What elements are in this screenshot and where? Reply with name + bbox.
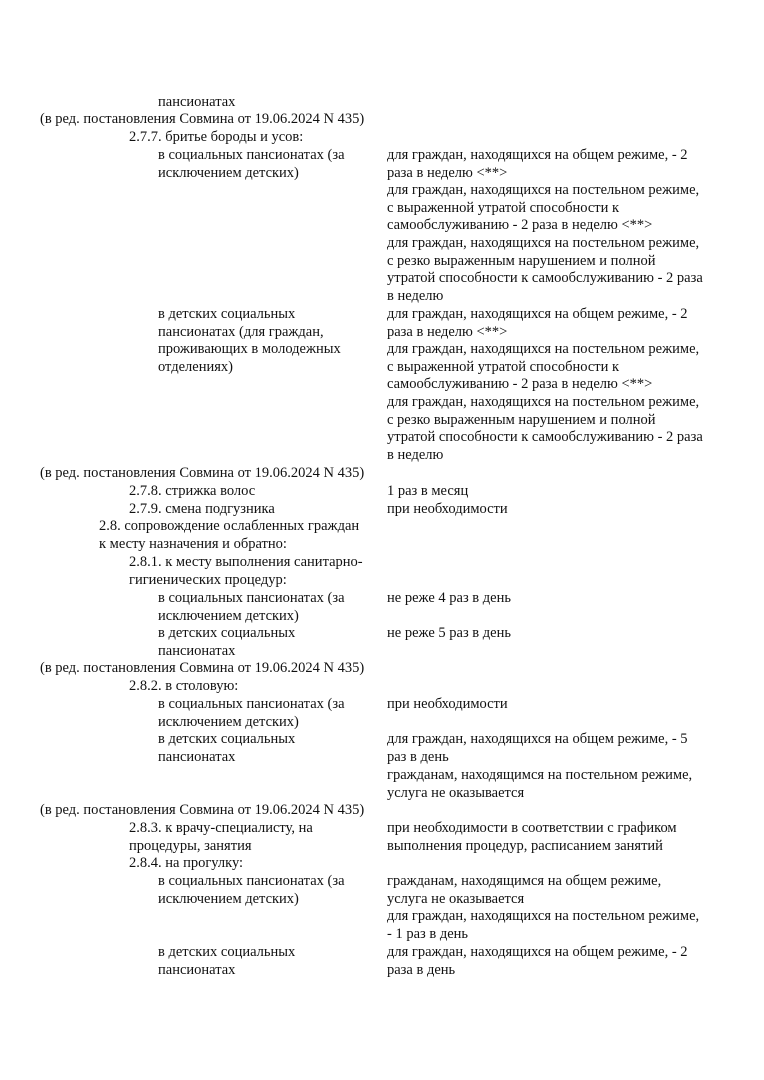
condition-text: для граждан, находящихся на постельном режиме, с резко выраженным нарушением и полной утратой способности к самообслуживанию - 2 раза в неделю xyxy=(387,235,703,304)
condition-text: гражданам, находящимся на постельном режиме, услуга не оказывается xyxy=(387,767,693,801)
frequency-text: не реже 4 раз в день xyxy=(387,590,511,606)
facility-children: в детских социальных пансионатах xyxy=(158,625,296,659)
facility-social: в социальных пансионатах (за исключением детских) xyxy=(158,147,345,181)
text-line: пансионатах xyxy=(158,94,236,110)
facility-social: в социальных пансионатах (за исключением детских) xyxy=(158,873,345,907)
frequency-text: 1 раз в месяц xyxy=(387,483,469,499)
item-2-8-3: 2.8.3. к врачу-специалисту, на процедуры, занятия xyxy=(129,820,313,854)
condition-text: для граждан, находящихся на общем режиме, - 2 раза в день xyxy=(387,944,688,978)
item-2-8-4: 2.8.4. на прогулку: xyxy=(129,855,244,871)
condition-text: для граждан, находящихся на общем режиме, - 2 раза в неделю <**> xyxy=(387,147,688,181)
frequency-text: при необходимости xyxy=(387,696,508,712)
facility-children: в детских социальных пансионатах (для граждан, проживающих в молодежных отделениях) xyxy=(158,306,341,375)
frequency-text: не реже 5 раз в день xyxy=(387,625,511,641)
facility-social: в социальных пансионатах (за исключением детских) xyxy=(158,696,345,730)
facility-children: в детских социальных пансионатах xyxy=(158,731,296,765)
condition-text: для граждан, находящихся на постельном режиме, - 1 раз в день xyxy=(387,908,700,942)
item-2-8-1: 2.8.1. к месту выполнения санитарно- гигиенических процедур: xyxy=(129,554,363,588)
condition-text: для граждан, находящихся на общем режиме, - 5 раз в день xyxy=(387,731,688,765)
facility-social: в социальных пансионатах (за исключением детских) xyxy=(158,590,345,624)
condition-text: для граждан, находящихся на постельном режиме, с выраженной утратой способности к самообслуживанию - 2 раза в неделю <**> xyxy=(387,341,700,393)
frequency-text: при необходимости xyxy=(387,501,508,517)
item-2-7-8: 2.7.8. стрижка волос xyxy=(129,483,256,499)
condition-text: гражданам, находящимся на общем режиме, услуга не оказывается xyxy=(387,873,662,907)
condition-text: для граждан, находящихся на постельном режиме, с выраженной утратой способности к самообслуживанию - 2 раза в неделю <**> xyxy=(387,182,700,234)
amendment-note: (в ред. постановления Совмина от 19.06.2024 N 435) xyxy=(40,802,365,818)
condition-text: для граждан, находящихся на постельном режиме, с резко выраженным нарушением и полной утратой способности к самообслуживанию - 2 раза в неделю xyxy=(387,394,703,463)
item-2-7-9: 2.7.9. смена подгузника xyxy=(129,501,275,517)
condition-text: для граждан, находящихся на общем режиме, - 2 раза в неделю <**> xyxy=(387,306,688,340)
amendment-note: (в ред. постановления Совмина от 19.06.2024 N 435) xyxy=(40,111,365,127)
item-2-8: 2.8. сопровождение ослабленных граждан к месту назначения и обратно: xyxy=(99,518,360,552)
amendment-note: (в ред. постановления Совмина от 19.06.2024 N 435) xyxy=(40,660,365,676)
facility-children: в детских социальных пансионатах xyxy=(158,944,296,978)
condition-text: при необходимости в соответствии с графиком выполнения процедур, расписанием занятий xyxy=(387,820,677,854)
amendment-note: (в ред. постановления Совмина от 19.06.2024 N 435) xyxy=(40,465,365,481)
item-2-8-2: 2.8.2. в столовую: xyxy=(129,678,239,694)
item-2-7-7: 2.7.7. бритье бороды и усов: xyxy=(129,129,304,145)
